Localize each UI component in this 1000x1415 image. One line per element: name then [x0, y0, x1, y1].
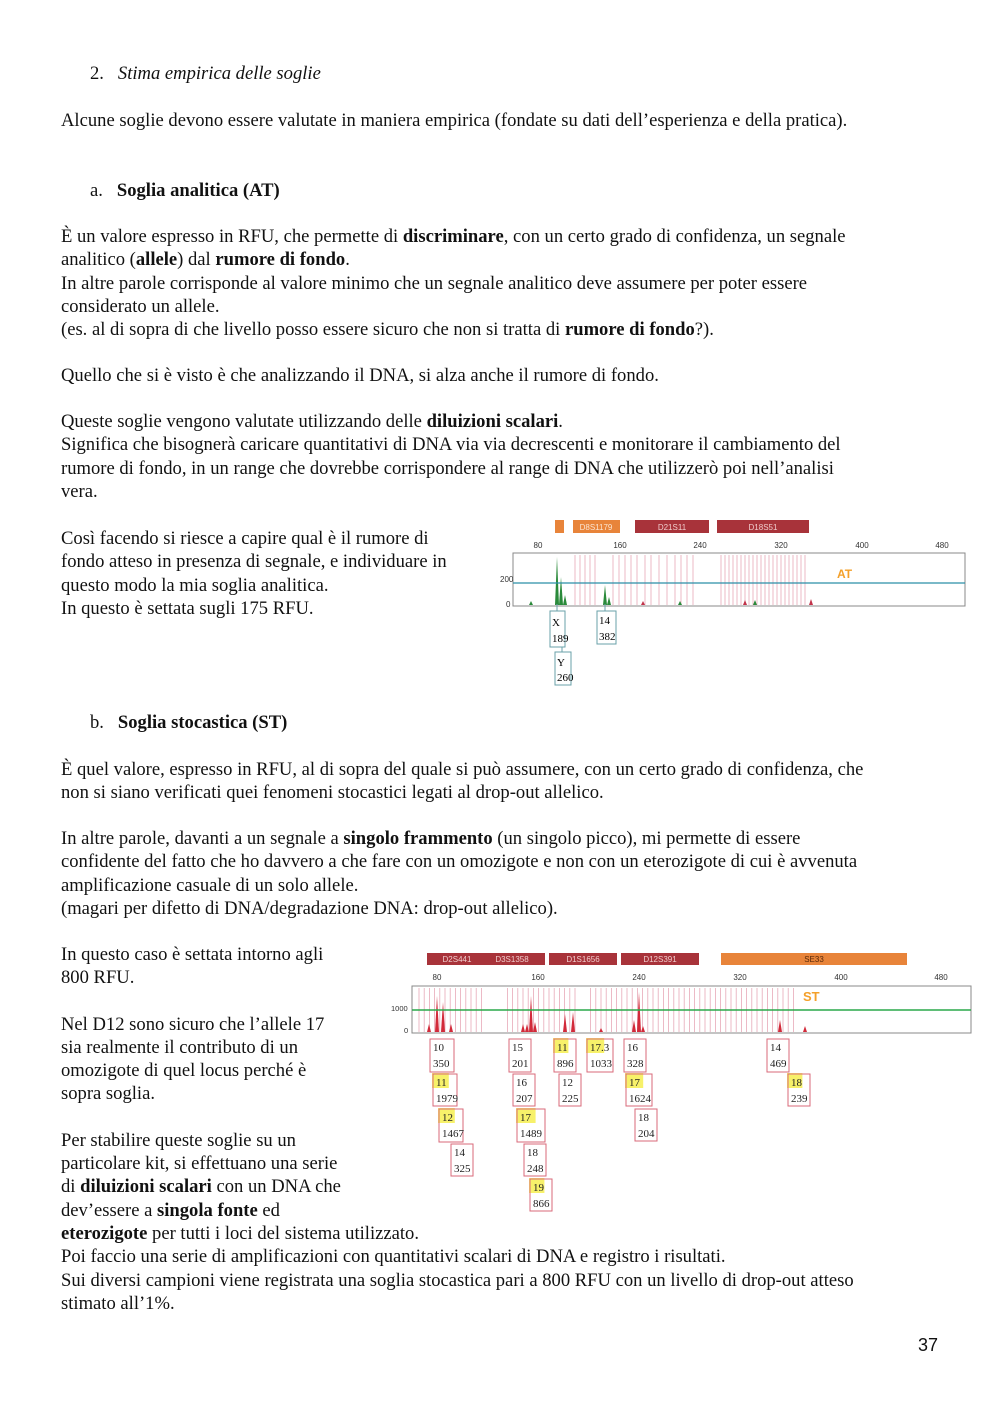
at-line: Significa che bisognerà caricare quantitativi di DNA via via decrescenti e monitorare il cambiamento del	[61, 434, 841, 456]
allele-label: 14	[599, 615, 610, 627]
at-line: (es. al di sopra di che livello posso essere sicuro che non si tratta di rumore di fondo?).	[61, 319, 714, 341]
x-tick-label: 160	[613, 541, 627, 550]
at-line: In altre parole corrisponde al valore minimo che un segnale analitico deve assumere per poter essere	[61, 272, 808, 294]
st-line: Poi faccio una serie di amplificazioni con quantitativi scalari di DNA e registro i risultati.	[61, 1246, 726, 1268]
at-line: Queste soglie vengono valutate utilizzando delle diluizioni scalari.	[61, 411, 563, 432]
x-tick-label: 400	[855, 541, 869, 550]
st-line: non si siano verificati quei fenomeni stocastici legati al drop-out allelico.	[61, 782, 604, 804]
allele-height: 189	[552, 633, 569, 645]
x-tick-label: 480	[934, 973, 948, 982]
st-line: È quel valore, espresso in RFU, al di sopra del quale si può assumere, con un certo grado di confidenza, che	[61, 759, 864, 780]
st-explanation	[61, 827, 941, 920]
allele-label: 18	[638, 1112, 649, 1124]
at-side-line: questo modo la mia soglia analitica.	[61, 574, 329, 596]
allele-label: 10	[433, 1042, 444, 1054]
allele-height: 248	[527, 1163, 544, 1175]
section-title: Stima empirica delle soglie	[117, 63, 321, 84]
peak	[641, 1026, 645, 1032]
st-side-text	[61, 943, 381, 1222]
locus-label: D18S51	[748, 523, 778, 532]
intro-paragraph: Alcune soglie devono essere valutate in maniera empirica (fondate su dati dell’esperienza e della pratica).	[61, 110, 848, 131]
st-definition	[61, 758, 941, 805]
at-side-line: Così facendo si riesce a capire qual è il rumore di	[61, 528, 429, 549]
locus-label: D1S1656	[566, 955, 600, 964]
allele-label: X	[552, 617, 560, 629]
allele-label: 19	[533, 1182, 544, 1194]
locus-label: D21S11	[657, 523, 687, 532]
page-number: 37	[918, 1335, 939, 1355]
x-tick-label: 80	[533, 541, 543, 550]
subsection-title: Soglia stocastica (ST)	[117, 712, 288, 733]
allele-label: Y	[557, 657, 565, 669]
peak	[753, 600, 757, 605]
locus-label: D12S391	[643, 955, 677, 964]
peak	[809, 599, 813, 605]
x-tick-label: 480	[935, 541, 949, 550]
st-line: eterozigote per tutti i loci del sistema utilizzato.	[61, 1223, 419, 1244]
x-tick-label: 160	[531, 973, 545, 982]
st-line: Sui diversi campioni viene registrata una soglia stocastica pari a 800 RFU con un livello di drop-out atteso	[61, 1269, 854, 1291]
at-line: rumore di fondo, in un range che dovrebbe corrispondere al range di DNA che utilizzerò poi nell’analisi	[61, 457, 834, 479]
st-side-line: particolare kit, si effettuano una serie	[61, 1153, 338, 1175]
at-line: considerato un allele.	[61, 295, 220, 317]
st-line: (magari per difetto di DNA/degradazione DNA: drop-out allelico).	[61, 897, 558, 919]
subsection-a-heading	[90, 179, 280, 202]
peak	[521, 1024, 525, 1032]
allele-height: 866	[533, 1198, 550, 1210]
st-side-line: Per stabilire queste soglie su un	[61, 1129, 296, 1151]
at-definition	[61, 225, 941, 341]
peak	[555, 557, 559, 605]
allele-height: 1624	[629, 1093, 651, 1105]
allele-height: 1033	[590, 1058, 612, 1070]
y-tick-label: 0	[506, 600, 511, 609]
allele-label: 14	[454, 1147, 465, 1159]
peak	[441, 1002, 445, 1032]
section-number: 2.	[90, 63, 104, 84]
st-side-line: 800 RFU.	[61, 967, 135, 989]
st-side-line: dev’essere a singola fonte ed	[61, 1199, 280, 1221]
locus-bar	[555, 520, 564, 533]
allele-label: 14	[770, 1042, 781, 1054]
locus-label: SE33	[804, 955, 824, 964]
allele-label: 16	[627, 1042, 638, 1054]
allele-label: 18	[527, 1147, 538, 1159]
peak	[529, 996, 533, 1032]
st-closing	[61, 1222, 941, 1315]
plot-frame	[513, 553, 965, 606]
locus-label: D8S1179	[579, 523, 613, 532]
peak	[743, 600, 747, 605]
allele-label: 12	[562, 1077, 573, 1089]
y-tick-label: 1000	[391, 1004, 408, 1013]
allele-height: 239	[791, 1093, 808, 1105]
allele-height: 204	[638, 1128, 655, 1140]
allele-height: 469	[770, 1058, 787, 1070]
x-tick-label: 240	[693, 541, 707, 550]
allele-height: 1489	[520, 1128, 542, 1140]
x-tick-label: 240	[632, 973, 646, 982]
allele-height: 382	[599, 631, 616, 643]
st-line: stimato all’1%.	[61, 1292, 175, 1314]
peak	[603, 585, 607, 605]
at-side-text	[61, 527, 491, 620]
st-line: confidente del fatto che ho davvero a che fare con un omozigote e non con un eterozigote di cui è avvenuta	[61, 851, 858, 873]
peak	[641, 601, 645, 605]
y-tick-label: 200	[500, 575, 514, 584]
allele-height: 896	[557, 1058, 574, 1070]
st-threshold-label: ST	[803, 989, 820, 1004]
peaks	[529, 557, 813, 605]
st-line: amplificazione casuale di un solo allele.	[61, 874, 359, 896]
x-tick-label: 320	[774, 541, 788, 550]
allele-label: 17	[520, 1112, 531, 1124]
peak	[449, 1024, 453, 1032]
allele-height: 201	[512, 1058, 529, 1070]
peak	[571, 1012, 575, 1032]
at-paragraph-noise: Quello che si è visto è che analizzando il DNA, si alza anche il rumore di fondo.	[61, 365, 659, 386]
x-tick-label: 320	[733, 973, 747, 982]
peak	[778, 1020, 782, 1032]
allele-height: 1979	[436, 1093, 458, 1105]
st-side-line: Nel D12 sono sicuro che l’allele 17	[61, 1013, 325, 1035]
at-side-line: In questo è settata sugli 175 RFU.	[61, 597, 314, 619]
allele-height: 207	[516, 1093, 533, 1105]
locus-label: D3S1358	[495, 955, 529, 964]
allele-height: 1467	[442, 1128, 464, 1140]
allele-label: 16	[516, 1077, 527, 1089]
peak	[427, 1024, 431, 1032]
at-electropherogram	[495, 515, 970, 690]
at-paragraph-dilutions	[61, 410, 941, 503]
at-line: vera.	[61, 480, 98, 502]
allele-label: 18	[791, 1077, 802, 1089]
peak	[563, 595, 567, 605]
allele-label: 15	[512, 1042, 523, 1054]
peak	[607, 597, 611, 605]
allele-boxes	[430, 1038, 810, 1211]
peak	[559, 577, 563, 605]
allele-height: 350	[433, 1058, 450, 1070]
allele-label: 11	[436, 1077, 447, 1089]
st-side-line: di diluizioni scalari con un DNA che	[61, 1176, 341, 1198]
peak	[435, 996, 439, 1032]
at-side-line: fondo atteso in presenza di segnale, e individuare in	[61, 551, 447, 573]
peak	[678, 601, 682, 605]
section-heading	[90, 62, 321, 85]
allele-label: 11	[557, 1042, 568, 1054]
st-line: In altre parole, davanti a un segnale a singolo frammento (un singolo picco), mi permette di essere	[61, 828, 801, 849]
st-side-line: omozigote di quel locus perché è	[61, 1060, 307, 1082]
subsection-b-heading	[90, 711, 287, 734]
peak	[599, 1028, 603, 1032]
allele-label: 12	[442, 1112, 453, 1124]
x-tick-label: 80	[432, 973, 442, 982]
allele-height: 325	[454, 1163, 471, 1175]
locus-label: D2S441	[442, 955, 472, 964]
st-side-line: In questo caso è settata intorno agli	[61, 944, 324, 965]
allele-label: 17.3	[590, 1042, 610, 1054]
y-tick-label: 0	[404, 1026, 409, 1035]
st-side-line: sia realmente il contributo di un	[61, 1036, 299, 1058]
peak	[803, 1026, 807, 1032]
subsection-letter: a.	[90, 180, 103, 201]
subsection-title: Soglia analitica (AT)	[116, 180, 280, 201]
at-line: analitico (allele) dal rumore di fondo.	[61, 249, 350, 271]
allele-height: 328	[627, 1058, 644, 1070]
peak	[563, 1014, 567, 1032]
x-tick-label: 400	[834, 973, 848, 982]
bin-lines	[575, 555, 805, 605]
at-line: È un valore espresso in RFU, che permette di discriminare, con un certo grado di confidenza, un segnale	[61, 226, 846, 247]
st-side-line: sopra soglia.	[61, 1083, 155, 1105]
subsection-letter: b.	[90, 712, 104, 733]
allele-height: 225	[562, 1093, 579, 1105]
allele-label: 17	[629, 1077, 640, 1089]
at-threshold-label: AT	[837, 567, 853, 581]
peak	[529, 601, 533, 605]
st-electropherogram	[385, 948, 975, 1216]
allele-height: 260	[557, 672, 574, 684]
